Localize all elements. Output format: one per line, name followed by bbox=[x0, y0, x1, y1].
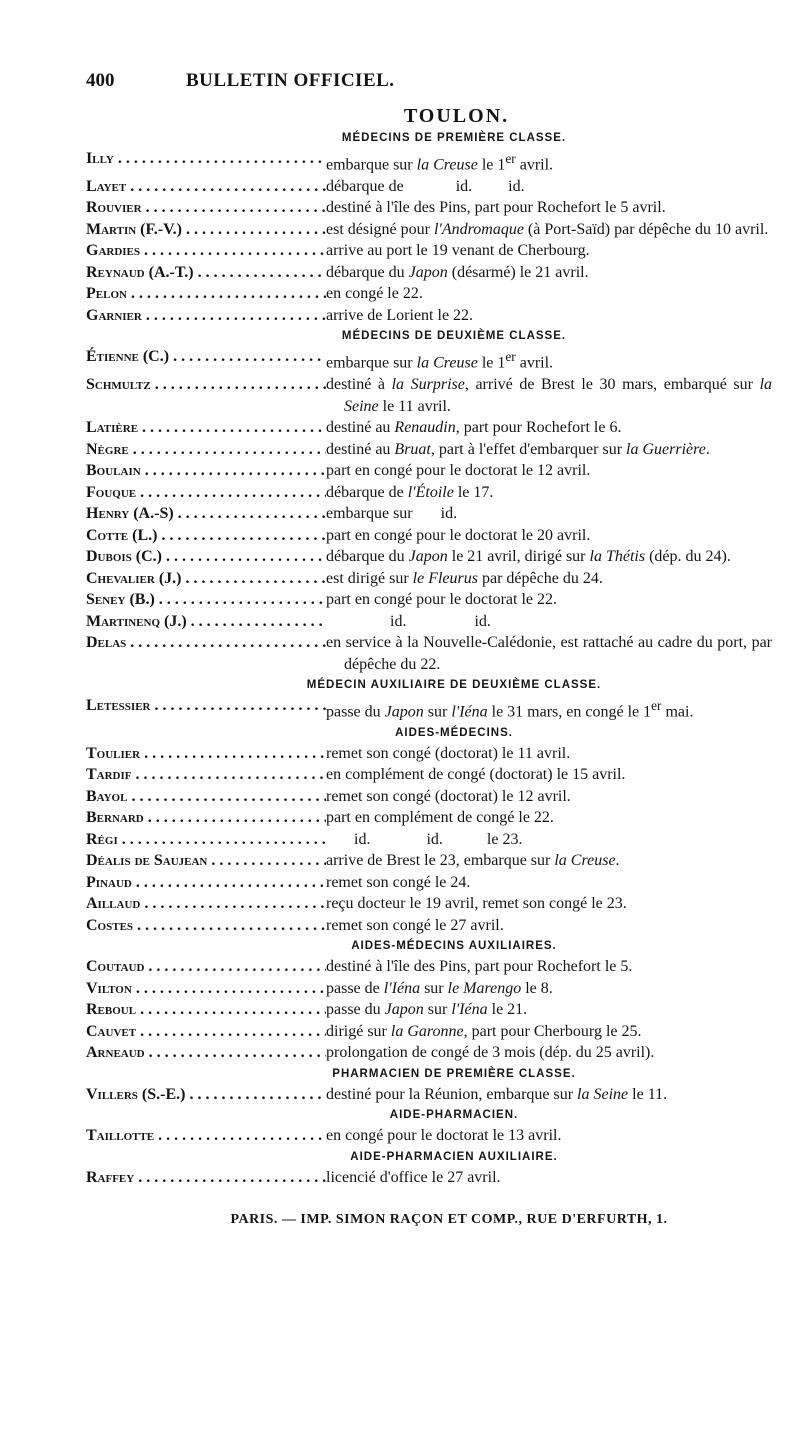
entry-name bbox=[86, 148, 326, 176]
entry-text: destiné à l'île des Pins, part pour Rochefort le 5. bbox=[326, 958, 633, 976]
entry-text: reçu docteur le 19 avril, remet son congé le 23. bbox=[326, 895, 627, 913]
personnel-entry bbox=[86, 632, 772, 675]
section-heading: AIDE-PHARMACIEN. bbox=[389, 1109, 519, 1122]
personnel-entry bbox=[86, 978, 772, 1000]
entry-text: part en complément de congé le 22. bbox=[326, 809, 554, 827]
personnel-entry bbox=[86, 872, 772, 894]
entry-name bbox=[86, 915, 326, 937]
entry-name-label: Henry (A.-S) . . . bbox=[86, 505, 326, 522]
entry-text: destiné à l'île des Pins, part pour Rochefort le 5 avril. bbox=[326, 199, 666, 217]
personnel-entry bbox=[86, 197, 772, 219]
entry-text: embarque sur la Creuse le 1er avril. bbox=[326, 349, 554, 372]
entry-text: prolongation de congé de 3 mois (dép. du 25 avril). bbox=[326, 1044, 655, 1062]
running-title: BULLETIN OFFICIEL. bbox=[186, 70, 395, 91]
city-heading: TOULON. bbox=[403, 105, 510, 127]
personnel-entry bbox=[86, 611, 772, 633]
personnel-entry bbox=[86, 240, 772, 262]
entry-text: embarque sur id. bbox=[326, 505, 458, 523]
personnel-entry bbox=[86, 1042, 772, 1064]
entry-name-label: Latière . . . bbox=[86, 419, 326, 436]
personnel-entry bbox=[86, 503, 772, 525]
entry-name-label: Pinaud . . . bbox=[86, 874, 326, 891]
page-header bbox=[86, 70, 772, 104]
entry-name bbox=[86, 525, 326, 547]
entry-name-label: Bayol . . . bbox=[86, 788, 326, 805]
entry-text: débarque de l'Étoile le 17. bbox=[326, 483, 494, 501]
entry-name bbox=[86, 872, 326, 894]
entry-name bbox=[86, 893, 326, 915]
entry-name bbox=[86, 1084, 326, 1106]
personnel-entry bbox=[86, 525, 772, 547]
personnel-entry bbox=[86, 283, 772, 305]
entry-name bbox=[86, 417, 326, 439]
personnel-entry bbox=[86, 1125, 772, 1147]
sections-container bbox=[86, 128, 772, 1188]
entry-text: en congé pour le doctorat le 13 avril. bbox=[326, 1127, 562, 1145]
entry-name-label: Layet . . . bbox=[86, 178, 326, 195]
entry-name bbox=[86, 1042, 326, 1064]
entry-name-label: Dubois (C.) . . . bbox=[86, 548, 326, 565]
entry-name-label: Rouvier . . . bbox=[86, 199, 326, 216]
entry-name-label: Bernard . . . bbox=[86, 809, 326, 826]
printer-footer: PARIS. — IMP. SIMON RAÇON ET COMP., RUE D'ERFURTH, 1. bbox=[230, 1212, 668, 1228]
entry-text: arrive de Brest le 23, embarque sur la Creuse. bbox=[326, 852, 620, 870]
entry-name bbox=[86, 503, 326, 525]
entry-name-label: Vilton . . . bbox=[86, 980, 326, 997]
entry-text: dirigé sur la Garonne, part pour Cherbourg le 25. bbox=[326, 1022, 642, 1040]
personnel-entry bbox=[86, 305, 772, 327]
entry-name bbox=[86, 978, 326, 1000]
entry-name bbox=[86, 346, 326, 374]
entry-name bbox=[86, 568, 326, 590]
entry-text: part en congé pour le doctorat le 12 avril. bbox=[326, 462, 591, 480]
entry-text: remet son congé (doctorat) le 11 avril. bbox=[326, 744, 571, 762]
entry-name bbox=[86, 283, 326, 305]
entry-name bbox=[86, 176, 326, 198]
entry-text: embarque sur la Creuse le 1er avril. bbox=[326, 151, 554, 174]
entry-text: part en congé pour le doctorat le 22. bbox=[326, 591, 558, 609]
entry-text: remet son congé (doctorat) le 12 avril. bbox=[326, 787, 571, 805]
personnel-entry bbox=[86, 850, 772, 872]
personnel-entry bbox=[86, 695, 772, 723]
entry-name-label: Villers (S.-E.) . . . bbox=[86, 1086, 326, 1103]
entry-name-label: Fouque . . . bbox=[86, 484, 326, 501]
entry-name bbox=[86, 262, 326, 284]
entry-name-label: Schmultz . . . bbox=[86, 376, 326, 393]
entry-name-label: Cauvet . . . bbox=[86, 1023, 326, 1040]
entry-name-label: Gardies . . . bbox=[86, 242, 326, 259]
personnel-entry bbox=[86, 460, 772, 482]
personnel-entry bbox=[86, 764, 772, 786]
entry-name bbox=[86, 197, 326, 219]
personnel-entry bbox=[86, 148, 772, 176]
personnel-entry bbox=[86, 829, 772, 851]
entry-name-label: Pelon . . . bbox=[86, 285, 326, 302]
entry-name-label: Étienne (C.) . . . bbox=[86, 348, 326, 365]
personnel-entry bbox=[86, 219, 772, 241]
entry-name bbox=[86, 956, 326, 978]
personnel-entry bbox=[86, 546, 772, 568]
section-heading: AIDES-MÉDECINS AUXILIAIRES. bbox=[351, 940, 557, 953]
personnel-entry bbox=[86, 568, 772, 590]
entry-name-label: Arneaud . . . bbox=[86, 1044, 326, 1061]
entry-text: arrive au port le 19 venant de Cherbourg. bbox=[326, 242, 590, 260]
personnel-entry bbox=[86, 482, 772, 504]
entry-name-label: Nègre . . . bbox=[86, 441, 326, 458]
entry-name bbox=[86, 1021, 326, 1043]
personnel-entry bbox=[86, 346, 772, 374]
entry-text: id. id. bbox=[326, 612, 491, 630]
entry-name bbox=[86, 1167, 326, 1189]
entry-name bbox=[86, 305, 326, 327]
personnel-entry bbox=[86, 1084, 772, 1106]
entry-name bbox=[86, 460, 326, 482]
entry-name-label: Aillaud . . . bbox=[86, 895, 326, 912]
entry-name-label: Cotte (L.) . . . bbox=[86, 527, 326, 544]
personnel-entry bbox=[86, 743, 772, 765]
entry-text: destiné pour la Réunion, embarque sur la Seine le 11. bbox=[326, 1085, 668, 1103]
entry-name bbox=[86, 439, 326, 461]
entry-name bbox=[86, 546, 326, 568]
entry-name-label: Boulain . . . bbox=[86, 462, 326, 479]
entry-text: remet son congé le 27 avril. bbox=[326, 916, 504, 934]
section-heading: MÉDECINS DE PREMIÈRE CLASSE. bbox=[341, 132, 567, 144]
entry-name-label: Déalis de Saujean . . . bbox=[86, 852, 326, 869]
entry-name-label: Letessier . . . bbox=[86, 697, 326, 714]
entry-name bbox=[86, 482, 326, 504]
personnel-entry bbox=[86, 893, 772, 915]
entry-name-label: Reynaud (A.-T.) . . . bbox=[86, 264, 326, 281]
personnel-entry bbox=[86, 915, 772, 937]
entry-text: passe de l'Iéna sur le Marengo le 8. bbox=[326, 979, 553, 997]
entry-text: destiné à la Surprise, arrivé de Brest le 30 mars, embarqué sur la Seine le 11 avril. bbox=[326, 376, 773, 415]
entry-text: débarque du Japon (désarmé) le 21 avril. bbox=[326, 263, 589, 281]
entry-name-label: Illy . . . bbox=[86, 150, 326, 167]
personnel-entry bbox=[86, 374, 772, 417]
entry-name bbox=[86, 240, 326, 262]
entry-name-label: Costes . . . bbox=[86, 917, 326, 934]
personnel-entry bbox=[86, 999, 772, 1021]
entry-text: passe du Japon sur l'Iéna le 21. bbox=[326, 1001, 528, 1019]
personnel-entry bbox=[86, 417, 772, 439]
page-number: 400 bbox=[86, 70, 115, 91]
entry-text: id. id. le 23. bbox=[326, 830, 523, 848]
entry-text: remet son congé le 24. bbox=[326, 873, 471, 891]
entry-name bbox=[86, 632, 326, 675]
entry-text: est dirigé sur le Fleurus par dépêche du 24. bbox=[326, 569, 603, 587]
personnel-entry bbox=[86, 176, 772, 198]
personnel-entry bbox=[86, 786, 772, 808]
entry-name bbox=[86, 807, 326, 829]
section-heading: PHARMACIEN DE PREMIÈRE CLASSE. bbox=[332, 1067, 576, 1080]
entry-name bbox=[86, 219, 326, 241]
entry-text: licencié d'office le 27 avril. bbox=[326, 1168, 501, 1186]
section-heading: MÉDECINS DE DEUXIÈME CLASSE. bbox=[341, 330, 567, 343]
entry-name bbox=[86, 829, 326, 851]
entry-name bbox=[86, 1125, 326, 1147]
personnel-entry bbox=[86, 1021, 772, 1043]
personnel-entry bbox=[86, 439, 772, 461]
entry-name-label: Martinenq (J.) . . . bbox=[86, 613, 326, 630]
entry-name bbox=[86, 743, 326, 765]
entry-text: destiné au Bruat, part à l'effet d'embarquer sur la Guerrière. bbox=[326, 440, 710, 458]
section-heading: AIDE-PHARMACIEN AUXILIAIRE. bbox=[350, 1150, 558, 1163]
entry-name bbox=[86, 589, 326, 611]
entry-text: en complément de congé (doctorat) le 15 avril. bbox=[326, 766, 626, 784]
entry-name-label: Coutaud . . . bbox=[86, 958, 326, 975]
entry-name-label: Reboul . . . bbox=[86, 1001, 326, 1018]
personnel-entry bbox=[86, 589, 772, 611]
entry-name-label: Régi . . . bbox=[86, 831, 326, 848]
entry-name-label: Tardif . . . bbox=[86, 766, 326, 783]
entry-name bbox=[86, 786, 326, 808]
personnel-entry bbox=[86, 262, 772, 284]
entry-name bbox=[86, 764, 326, 786]
entry-name bbox=[86, 611, 326, 633]
entry-name bbox=[86, 695, 326, 723]
entry-name-label: Seney (B.) . . . bbox=[86, 591, 326, 608]
entry-name-label: Raffey . . . bbox=[86, 1169, 326, 1186]
entry-text: débarque de id. id. bbox=[326, 177, 525, 195]
section-heading: MÉDECIN AUXILIAIRE DE DEUXIÈME CLASSE. bbox=[306, 679, 602, 692]
entry-text: arrive de Lorient le 22. bbox=[326, 306, 474, 324]
entry-name-label: Garnier . . . bbox=[86, 307, 326, 324]
entry-name bbox=[86, 850, 326, 872]
entry-text: en congé le 22. bbox=[326, 285, 423, 303]
entry-name bbox=[86, 374, 326, 417]
entry-text: est désigné pour l'Andromaque (à Port-Saïd) par dépêche du 10 avril. bbox=[326, 220, 769, 238]
entry-text: destiné au Renaudin, part pour Rochefort le 6. bbox=[326, 419, 622, 437]
personnel-entry bbox=[86, 956, 772, 978]
entry-text: part en congé pour le doctorat le 20 avril. bbox=[326, 526, 591, 544]
entry-text: en service à la Nouvelle-Calédonie, est rattaché au cadre du port, par dépêche du 22. bbox=[326, 634, 772, 673]
entry-name-label: Chevalier (J.) . . . bbox=[86, 570, 326, 587]
section-heading: AIDES-MÉDECINS. bbox=[395, 726, 513, 739]
entry-name bbox=[86, 999, 326, 1021]
entry-text: passe du Japon sur l'Iéna le 31 mars, en congé le 1er mai. bbox=[326, 698, 694, 721]
entry-name-label: Martin (F.-V.) . . . bbox=[86, 221, 326, 238]
entry-name-label: Delas . . . bbox=[86, 634, 326, 651]
personnel-entry bbox=[86, 807, 772, 829]
entry-name-label: Toulier . . . bbox=[86, 745, 326, 762]
personnel-entry bbox=[86, 1167, 772, 1189]
entry-name-label: Taillotte . . . bbox=[86, 1127, 326, 1144]
entry-text: débarque du Japon le 21 avril, dirigé sur la Thétis (dép. du 24). bbox=[326, 548, 731, 566]
document-page bbox=[86, 70, 772, 1228]
